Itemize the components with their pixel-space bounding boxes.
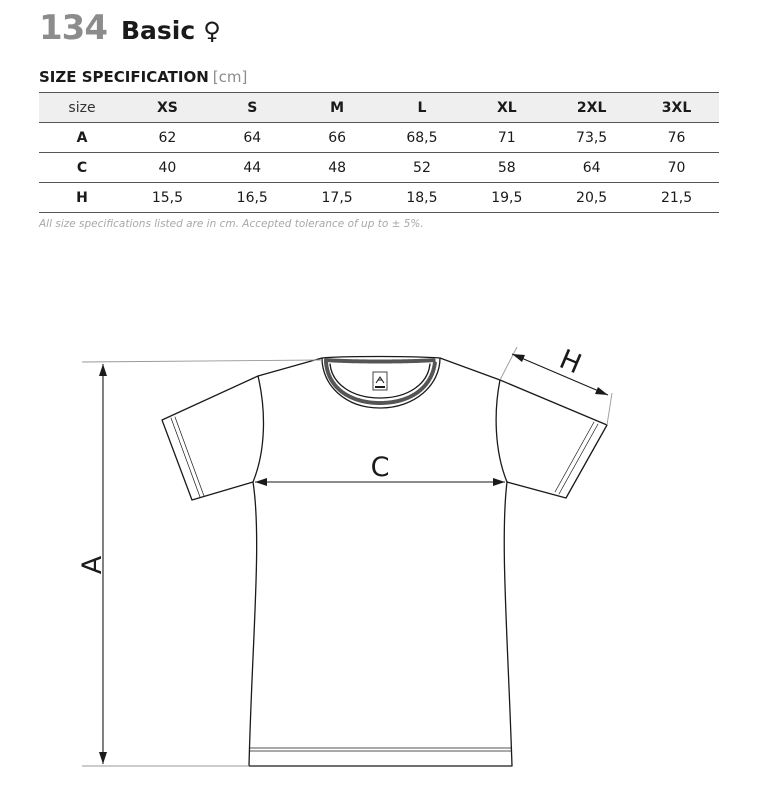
dimension-h-label: H [554,343,586,381]
table-cell: 40 [158,159,177,176]
section-heading-unit: [cm] [212,68,248,86]
row-label: C [76,159,88,176]
tshirt-outline [162,357,607,767]
table-cell: 68,5 [406,129,438,146]
column-header: size [68,99,96,116]
table-cell: 58 [497,159,516,176]
right-sleeve-hem-stitch [559,424,598,494]
table-cell: 64 [582,159,601,176]
column-header: 2XL [576,99,607,116]
table-cell: 21,5 [660,189,693,206]
table-cell: 44 [243,159,262,176]
dimension-a-label: A [77,555,108,575]
model-number: 134 [39,8,107,48]
table-cell: 76 [667,129,686,146]
dimension-c-label: C [370,452,390,483]
female-icon: ♀ [203,17,221,45]
left-sleeve-hem-stitch [175,417,204,496]
table-cell: 16,5 [236,189,268,206]
left-sleeve-hem-stitch [171,418,200,497]
table-cell: 73,5 [576,129,608,146]
row-label: A [76,129,88,146]
table-cell: 70 [667,159,686,176]
dimension-h [500,347,612,425]
table-cell: 64 [243,129,262,146]
left-armhole-seam [253,376,263,482]
table-cell: 15,5 [151,189,183,206]
right-sleeve-hem-stitch [555,422,594,492]
table-cell: 62 [158,129,177,146]
table-cell: 52 [413,159,431,176]
column-header: 3XL [661,99,692,116]
table-cell: 48 [328,159,347,176]
table-cell: 71 [497,129,516,146]
column-header: M [330,99,345,116]
table-cell: 66 [328,129,347,146]
section-heading-text: SIZE SPECIFICATION [39,68,209,86]
column-header: XL [496,99,517,116]
table-cell: 19,5 [491,189,523,206]
column-header: L [417,99,427,116]
table-cell: 17,5 [321,189,353,206]
column-header: S [247,99,258,116]
model-name: Basic [120,16,196,45]
column-header: XS [156,99,178,116]
dimension-a [82,360,322,766]
table-cell: 20,5 [576,189,608,206]
brand-label-icon [373,372,387,390]
table-cell: 18,5 [406,189,438,206]
row-label: H [76,189,88,206]
right-armhole-seam [496,380,507,482]
tolerance-footnote: All size specifications listed are in cm. Accepted tolerance of up to ± 5%. [39,218,424,230]
collar-back-rib [326,360,435,362]
